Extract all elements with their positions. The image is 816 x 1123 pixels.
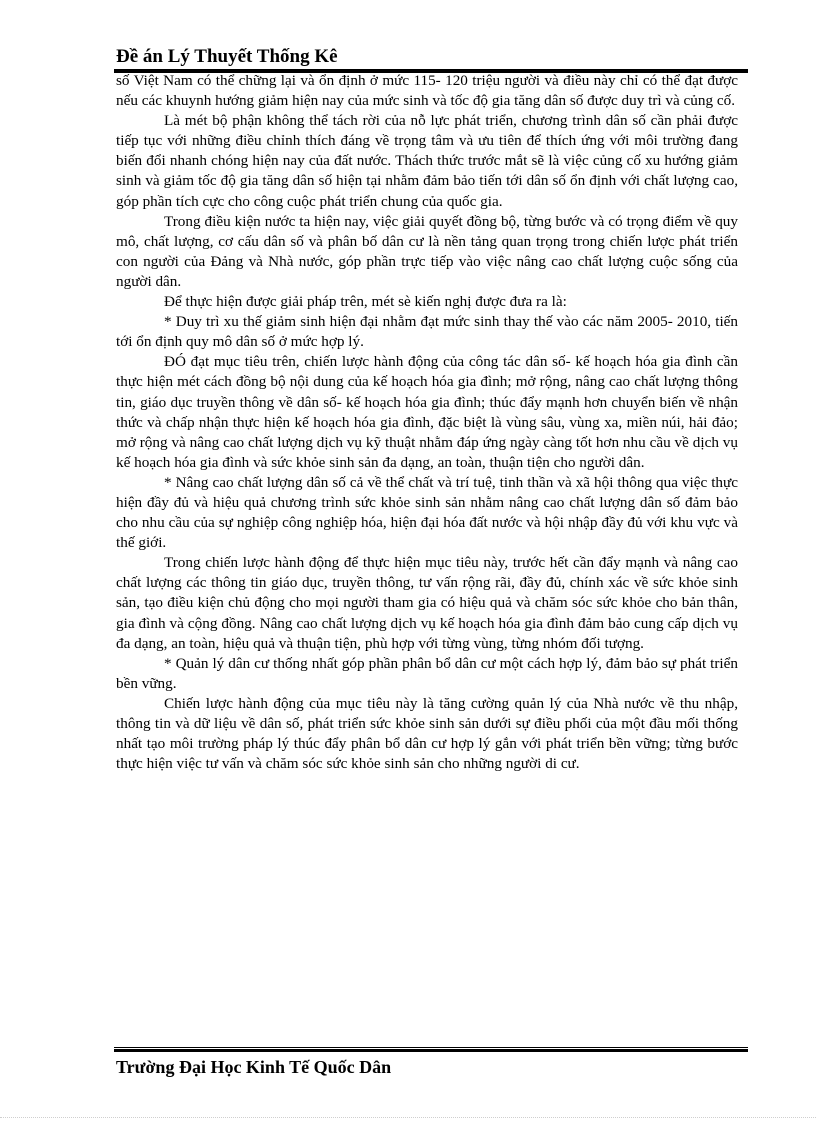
body-text [116,71,738,774]
page-edge [0,1117,816,1118]
bullet-paragraph: * Duy trì xu thế giảm sinh hiện đại nhằm đạt mức sinh thay thế vào các năm 2005- 2010, tiến tới ổn định quy mô dân số ở mức hợp lý. [116,313,738,351]
footer-rule [114,1047,748,1052]
paragraph: số Việt Nam có thể chững lại và ổn định ở mức 115- 120 triệu người và điều này chỉ có thể đạt được nếu các khuynh hướng giảm hiện nay của mức sinh và tốc độ gia tăng dân số được duy trì và củng cố. [116,72,738,110]
paragraph: Trong điều kiện nước ta hiện nay, việc giải quyết đồng bộ, từng bước và có trọng điểm về quy mô, chất lượng, cơ cấu dân số và phân bố dân cư là nền tảng quan trọng trong chiến lược phát triển con người của Đảng và Nhà nước, góp phần trực tiếp vào việc nâng cao chất lượng cuộc sống của người dân. [116,212,738,290]
paragraph: Để thực hiện được giải pháp trên, mét sè kiến nghị được đưa ra là: [164,293,567,311]
paragraph: Trong chiến lược hành động để thực hiện mục tiêu này, trước hết cần đẩy mạnh và nâng cao chất lượng các thông tin giáo dục, truyền thông, tư vấn rộng rãi, đầy đủ, chính xác về sức khỏe sinh sản, tạo điều kiện chủ động cho mọi người tham gia có hiệu quả và chăm sóc sức khỏe cho bản thân, gia đình và cộng đồng. Nâng cao chất lượng dịch vụ kế hoạch hóa gia đình đảm bảo cung cấp dịch vụ đa dạng, an toàn, hiệu quả và thuận tiện, phù hợp với từng vùng, từng nhóm đối tượng. [116,554,738,652]
footer-title: Trường Đại Học Kinh Tế Quốc Dân [116,1057,392,1077]
bullet-paragraph: * Quản lý dân cư thống nhất góp phần phân bổ dân cư một cách hợp lý, đảm bảo sự phát triển bền vững. [116,654,738,692]
bullet-paragraph: * Nâng cao chất lượng dân số cả về thể chất và trí tuệ, tinh thần và xã hội thông qua việc thực hiện đầy đủ và hiệu quả chương trình sức khỏe sinh sản nhằm nâng cao chất lượng dân số đảm bảo cho nhu cầu của sự nghiệp công nghiệp hóa, hiện đại hóa đất nước và hội nhập đầy đủ với khu vực và thế giới. [116,473,738,552]
paragraph: Là mét bộ phận không thể tách rời của nỗ lực phát triển, chương trình dân số cần phải được tiếp tục với những điều chỉnh thích đáng về trọng tâm và ưu tiên để thích ứng với môi trường đang biến đổi nhanh chóng hiện nay của đất nước. Thách thức trước mắt sẽ là việc củng cố xu hướng giảm sinh và giảm tốc độ gia tăng dân số hiện tại nhằm đảm bảo tiến tới dân số ổn định với chất lượng cao, góp phần tích cực cho công cuộc phát triển chung của quốc gia. [116,112,738,210]
paragraph: Chiến lược hành động của mục tiêu này là tăng cường quản lý của Nhà nước về thu nhập, thông tin và dữ liệu về dân số, phát triển sức khỏe sinh sản dưới sự điều phối của một đầu mối thống nhất tạo môi trường pháp lý thúc đẩy phân bổ dân cư hợp lý gắn với phát triển bền vững; từng bước thực hiện việc tư vấn và chăm sóc sức khỏe sinh sản cho những người di cư. [116,694,738,773]
paragraph: ĐÓ đạt mục tiêu trên, chiến lược hành động của công tác dân số- kế hoạch hóa gia đình cần thực hiện mét cách đồng bộ nội dung của kế hoạch hóa gia đình; mở rộng, nâng cao chất lượng thông tin, giáo dục truyền thông về dân số- kế hoạch hóa gia đình; thúc đẩy mạnh hơn chuyển biến về nhận thức và chấp nhận thực hiện kế hoạch hóa gia đình, đặc biệt là vùng sâu, vùng xa, miền núi, hải đảo; mở rộng và nâng cao chất lượng dịch vụ kỹ thuật nhằm đáp ứng ngày càng tốt hơn nhu cầu về dịch vụ kế hoạch hóa gia đình và sức khỏe sinh sản đa dạng, an toàn, thuận tiện cho người dân. [116,353,738,471]
header-title: Đề án Lý Thuyết Thống Kê [116,46,338,67]
